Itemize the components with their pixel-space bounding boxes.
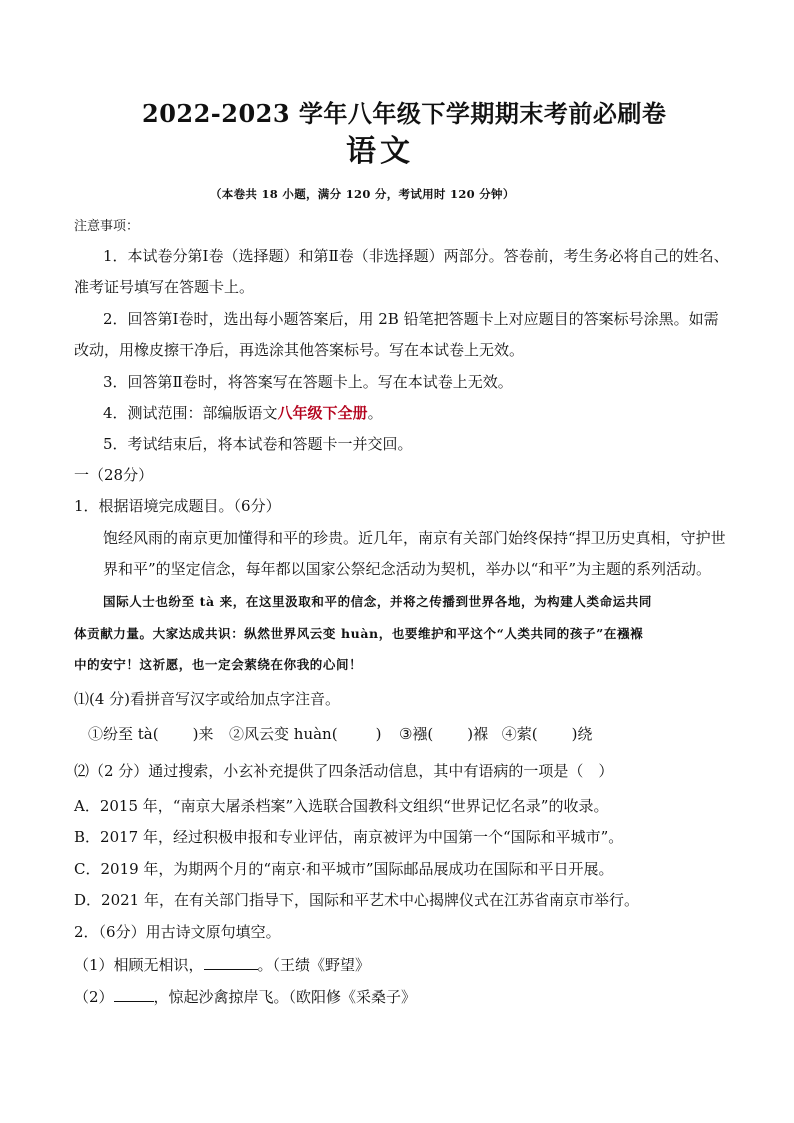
item-3-text: ③襁(	[398, 725, 434, 743]
item-2-end: )	[375, 725, 382, 743]
passage-1-line-2: 界和平”的坚定信念，每年都以国家公祭纪念活动为契机，举办以“和平”为主题的系列活动。	[103, 560, 712, 578]
passage-1-line-1: 饱经风雨的南京更加懂得和平的珍贵。近几年，南京有关部门始终保持“捍卫历史真相，守护世	[103, 529, 726, 547]
option-b: B．2017 年，经过积极申报和专业评估，南京被评为中国第一个“国际和平城市”。	[74, 828, 624, 846]
q2-line-2	[74, 985, 416, 1007]
item-1-end: )来	[192, 725, 214, 743]
note-1-line-2: 准考证号填写在答题卡上。	[74, 278, 255, 296]
subject-title: 语文	[346, 134, 414, 169]
subquestion-1-stem: ⑴(4 分)看拼音写汉字或给加点字注音。	[74, 690, 341, 708]
fill-blank-1[interactable]	[204, 953, 258, 970]
note-2-line-1: 2．回答第Ⅰ卷时，选出每小题答案后，用 2B 铅笔把答题卡上对应题目的答案标号涂黑。如需	[103, 310, 719, 328]
item-4-end: )绕	[571, 725, 593, 743]
option-a: A．2015 年，“南京大屠杀档案”入选联合国教科文组织“世界记忆名录”的收录。	[74, 797, 609, 815]
section-1-heading: 一（28分）	[74, 466, 154, 484]
subquestion-1-items	[88, 724, 592, 744]
item-2-text: ②风云变 huàn(	[229, 725, 338, 743]
exam-info: （本卷共 18 小题，满分 120 分，考试用时 120 分钟）	[210, 187, 515, 201]
option-d: D．2021 年，在有关部门指导下，国际和平艺术中心揭牌仪式在江苏省南京市举行。	[74, 891, 639, 909]
note-4-prefix: 4．测试范围：部编版语文	[103, 404, 278, 422]
note-4-scope-highlight: 八年级下全册	[277, 404, 368, 422]
item-4-text: ④萦(	[501, 725, 538, 743]
q2-line-2-suffix: ，惊起沙禽掠岸飞。（欧阳修《采桑子》	[153, 988, 417, 1006]
exam-title: 2022-2023 学年八年级下学期期末考前必刷卷	[142, 99, 667, 128]
note-2-line-2: 改动，用橡皮擦干净后，再选涂其他答案标号。写在本试卷上无效。	[74, 341, 525, 359]
passage-2-line-3: 中的安宁！这祈愿，也一定会萦绕在你我的心间！	[74, 657, 363, 672]
note-1-line-1: 1．本试卷分第Ⅰ卷（选择题）和第Ⅱ卷（非选择题）两部分。答卷前，考生务必将自己的姓名、	[103, 247, 729, 265]
item-3-end: )褓	[467, 725, 489, 743]
q2-line-2-prefix: （2）	[74, 988, 114, 1006]
item-1-text: ①纷至 tà(	[88, 725, 159, 743]
notes-heading: 注意事项：	[74, 219, 140, 234]
fill-blank-2[interactable]	[114, 985, 154, 1002]
note-4	[103, 403, 383, 423]
q2-line-1	[74, 953, 370, 975]
note-3: 3．回答第Ⅱ卷时，将答案写在答题卡上。写在本试卷上无效。	[103, 373, 513, 391]
passage-2-line-1: 国际人士也纷至 tà 来，在这里汲取和平的信念，并将之传播到世界各地，为构建人类命运共同	[103, 594, 652, 609]
note-5: 5．考试结束后，将本试卷和答题卡一并交回。	[103, 435, 413, 453]
passage-2-line-2: 体贡献力量。大家达成共识：纵然世界风云变 huàn，也要维护和平这个“人类共同的孩子”在襁褓	[74, 626, 644, 641]
subquestion-2-stem: ⑵（2 分）通过搜索，小玄补充提供了四条活动信息，其中有语病的一项是（ ）	[74, 762, 614, 780]
q2-line-1-prefix: （1）相顾无相识，	[74, 956, 204, 974]
note-4-suffix: 。	[367, 404, 383, 422]
question-2-stem: 2．（6分）用古诗文原句填空。	[74, 923, 281, 941]
question-1-stem: 1．根据语境完成题目。（6分）	[74, 497, 281, 515]
option-c: C．2019 年，为期两个月的“南京·和平城市”国际邮品展成功在国际和平日开展。	[74, 860, 614, 878]
q2-line-1-suffix: 。（王绩《野望》	[257, 956, 371, 974]
